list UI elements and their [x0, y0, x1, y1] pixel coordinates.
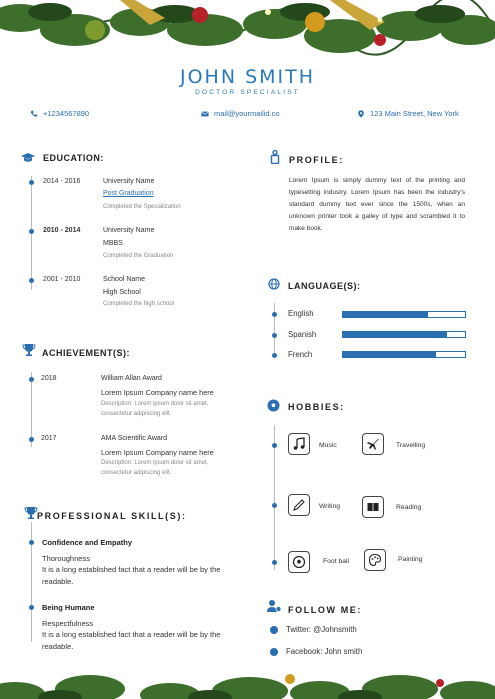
timeline-dot	[272, 443, 277, 448]
education-school: University Name	[103, 227, 155, 234]
skill-title: Confidence and Empathy	[42, 538, 133, 547]
language-level-fill	[343, 332, 447, 337]
christmas-garland-bottom	[0, 649, 495, 699]
skill-subtitle: Respectfulness	[42, 619, 94, 628]
timeline-dot	[29, 377, 34, 382]
candidate-name: JOHN SMITH	[179, 66, 316, 88]
timeline-dot	[272, 353, 277, 358]
envelope-icon	[201, 110, 209, 118]
twitter-icon	[270, 626, 278, 634]
facebook-handle: Facebook: John smith	[286, 647, 363, 656]
twitter-handle: Twitter: @Johnsmith	[286, 625, 357, 634]
graduation-cap-icon	[21, 151, 35, 165]
achievement-company: Lorem Ipsum Company name here	[101, 448, 214, 457]
location-pin-icon	[357, 110, 365, 118]
education-note: Completed the Specialization	[103, 204, 181, 210]
education-degree[interactable]: Post Graduation	[103, 190, 154, 197]
education-note: Completed the high school	[103, 301, 175, 307]
language-level-bar	[342, 311, 466, 318]
timeline-dot	[272, 560, 277, 565]
globe-icon	[268, 278, 280, 290]
hobby-label: Reading	[396, 504, 422, 511]
timeline-dot	[29, 180, 34, 185]
skill-description: It is a long established fact that a reader will be by the readable.	[42, 565, 221, 586]
languages-heading: LANGUAGE(S):	[288, 281, 361, 291]
timeline-dot	[272, 333, 277, 338]
education-school: University Name	[103, 178, 155, 185]
achievement-year: 2018	[41, 375, 57, 382]
timeline-dot	[272, 312, 277, 317]
phone-number: +1234567890	[43, 109, 90, 118]
education-date: 2001 - 2010	[43, 276, 81, 283]
language-name: French	[288, 350, 313, 359]
contact-email	[201, 109, 280, 118]
street-address: 123 Main Street, New York	[370, 109, 459, 118]
palette-icon	[364, 549, 386, 571]
twitter-link[interactable]	[270, 625, 357, 634]
facebook-icon	[270, 648, 278, 656]
skill-subtitle: Thoroughness	[42, 554, 90, 563]
timeline-dot	[272, 503, 277, 508]
timeline-dot	[29, 278, 34, 283]
person-icon	[268, 150, 282, 164]
skills-heading: PROFESSIONAL SKILL(S):	[37, 511, 187, 521]
hobby-label: Foot ball	[323, 558, 350, 565]
pencil-icon	[288, 494, 310, 516]
language-level-bar	[342, 331, 466, 338]
timeline-dot	[29, 540, 34, 545]
achievements-timeline	[31, 372, 32, 447]
contact-phone	[30, 109, 89, 118]
education-school: School Name	[103, 276, 146, 283]
hobbies-heading: HOBBIES:	[288, 402, 345, 412]
candidate-title: DOCTOR SPECIALIST	[195, 89, 300, 96]
education-note: Completed the Graduation	[103, 253, 174, 259]
hobby-label: Travelling	[396, 442, 426, 449]
language-level-fill	[343, 312, 428, 317]
football-icon	[288, 551, 310, 573]
education-date: 2010 - 2014	[43, 227, 81, 234]
phone-icon	[30, 110, 38, 118]
email-address: mail@yourmailid.co	[214, 109, 280, 118]
achievement-company: Lorem Ipsum Company name here	[101, 388, 214, 397]
trophy-icon	[24, 506, 38, 520]
profile-summary: Lorem Ipsum is simply dummy text of the printing and typesetting industry. Lorem Ipsum has been the industry's standard dummy text ever since the 1500s, when an unknown printer took a galley of type and scrambled it to make book.	[289, 177, 465, 232]
skill-description: It is a long established fact that a reader will be by the readable.	[42, 630, 221, 651]
music-icon	[288, 433, 310, 455]
follow-heading: FOLLOW ME:	[288, 605, 362, 615]
trophy-icon	[22, 343, 36, 357]
hobby-label: Painting	[398, 556, 423, 563]
achievements-heading: ACHIEVEMENT(S):	[42, 348, 130, 358]
achievement-description: Description: Lorem ipsum dolor sit amet, consectetur adipiscing elit.	[101, 401, 209, 417]
education-degree: High School	[103, 289, 141, 296]
achievement-award: William Allan Award	[101, 375, 162, 382]
language-level-fill	[343, 352, 436, 357]
achievement-year: 2017	[41, 435, 57, 442]
facebook-link[interactable]	[270, 647, 362, 656]
achievement-award: AMA Scientific Award	[101, 435, 168, 442]
christmas-garland-top	[0, 0, 495, 70]
language-name: English	[288, 309, 314, 318]
language-name: Spanish	[288, 330, 317, 339]
user-follow-icon	[266, 599, 282, 613]
airplane-icon	[362, 433, 384, 455]
contact-address	[357, 109, 459, 118]
hobby-label: Writing	[319, 503, 341, 510]
book-icon	[362, 496, 384, 518]
achievement-description: Description: Lorem ipsum dolor sit amet, consectetur adipiscing elit.	[101, 460, 209, 476]
education-degree: MBBS	[103, 240, 123, 247]
profile-heading: PROFILE:	[289, 155, 344, 165]
hobby-label: Music	[319, 442, 337, 449]
education-heading: EDUCATION:	[43, 153, 104, 163]
language-level-bar	[342, 351, 466, 358]
timeline-dot	[29, 605, 34, 610]
skill-title: Being Humane	[42, 603, 95, 612]
education-date: 2014 - 2016	[43, 178, 81, 185]
soccer-ball-icon	[267, 399, 280, 412]
timeline-dot	[29, 437, 34, 442]
timeline-dot	[29, 229, 34, 234]
